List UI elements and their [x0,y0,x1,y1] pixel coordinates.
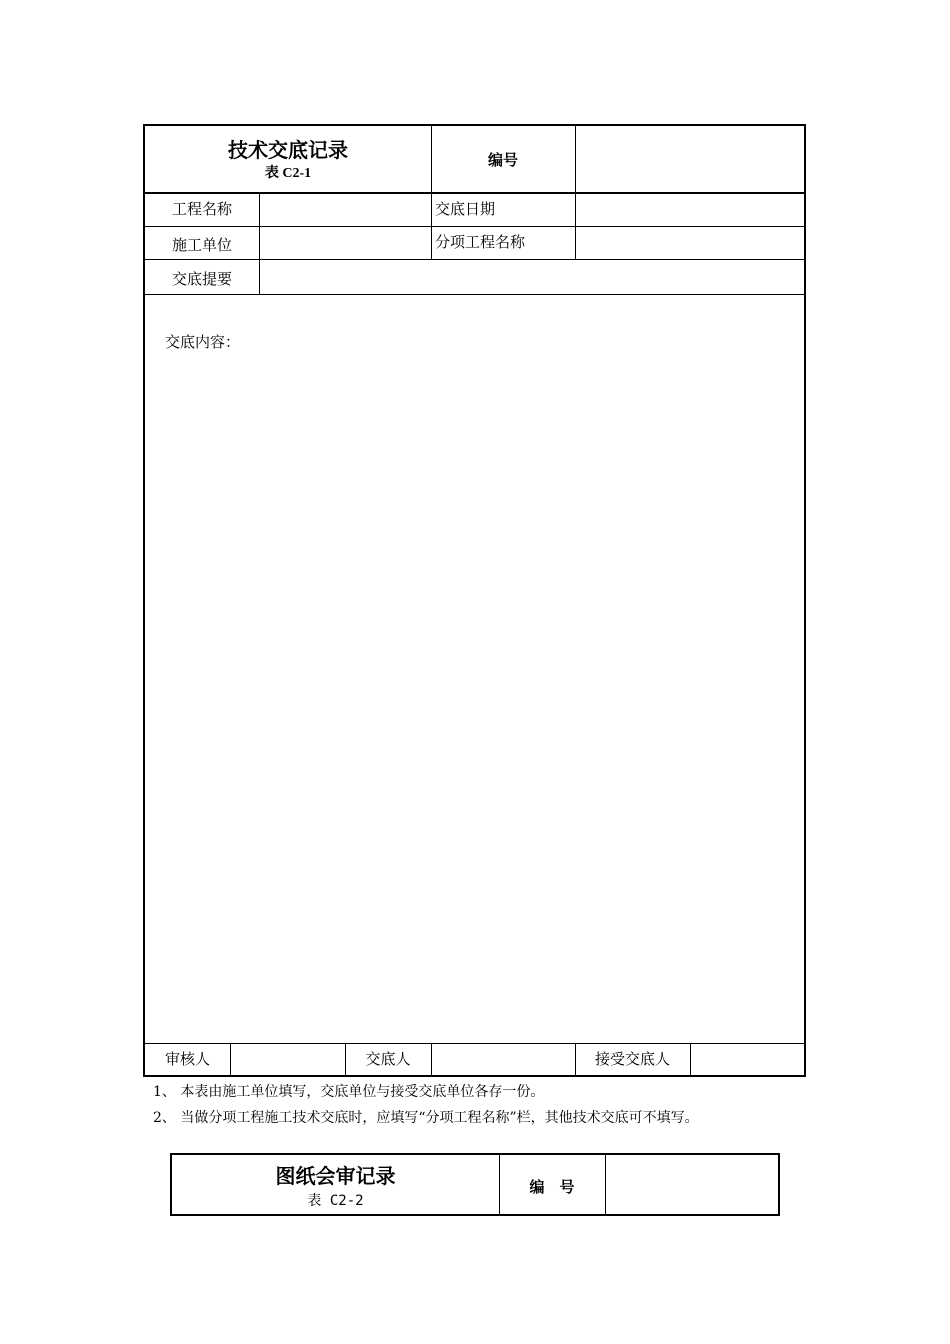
header-divider-v [575,126,576,192]
summary-field[interactable] [261,261,803,293]
reviewer-label: 审核人 [164,1050,210,1068]
col-divider [690,1043,691,1077]
sub-project-label: 分项工程名称 [435,233,526,251]
content-area[interactable] [149,358,803,1038]
note-2: 2、 当做分项工程施工技术交底时，应填写“分项工程名称”栏，其他技术交底可不填写。 [153,1110,699,1126]
form-subtitle: 表 C2-1 [264,166,312,181]
col-divider [259,192,260,294]
drawing-review-form [170,1153,780,1216]
col-divider [230,1043,231,1077]
reviewer-field[interactable] [232,1045,344,1075]
disclosure-date-field[interactable] [577,194,803,224]
project-name-field[interactable] [261,194,429,224]
presenter-label: 交底人 [365,1050,411,1068]
form2-subtitle: 表 C2-2 [307,1193,364,1209]
technical-disclosure-form [143,124,806,1077]
col-divider [431,192,432,259]
disclosure-date-label: 交底日期 [435,200,496,218]
construction-unit-field[interactable] [261,228,429,258]
presenter-field[interactable] [433,1045,574,1075]
form2-title: 图纸会审记录 [275,1164,396,1188]
note-1: 1、 本表由施工单位填写，交底单位与接受交底单位各存一份。 [153,1084,545,1100]
number-field[interactable] [577,130,803,188]
content-label: 交底内容： [165,333,241,351]
signature-divider [145,1043,804,1044]
row-divider [145,294,804,295]
form-title: 技术交底记录 [228,138,348,162]
project-name-label: 工程名称 [171,200,232,218]
col-divider [575,192,576,259]
header-divider-v [605,1155,606,1214]
form2-number-field[interactable] [608,1158,776,1212]
sub-project-field[interactable] [577,228,803,258]
number-label: 编号 [487,151,518,169]
receiver-field[interactable] [692,1045,803,1075]
summary-label: 交底提要 [171,270,232,288]
row-divider [145,259,804,260]
row-divider [145,226,804,227]
receiver-label: 接受交底人 [594,1050,670,1068]
col-divider [431,1043,432,1077]
construction-unit-label: 施工单位 [171,236,232,254]
form2-number-label: 编 号 [529,1178,575,1196]
